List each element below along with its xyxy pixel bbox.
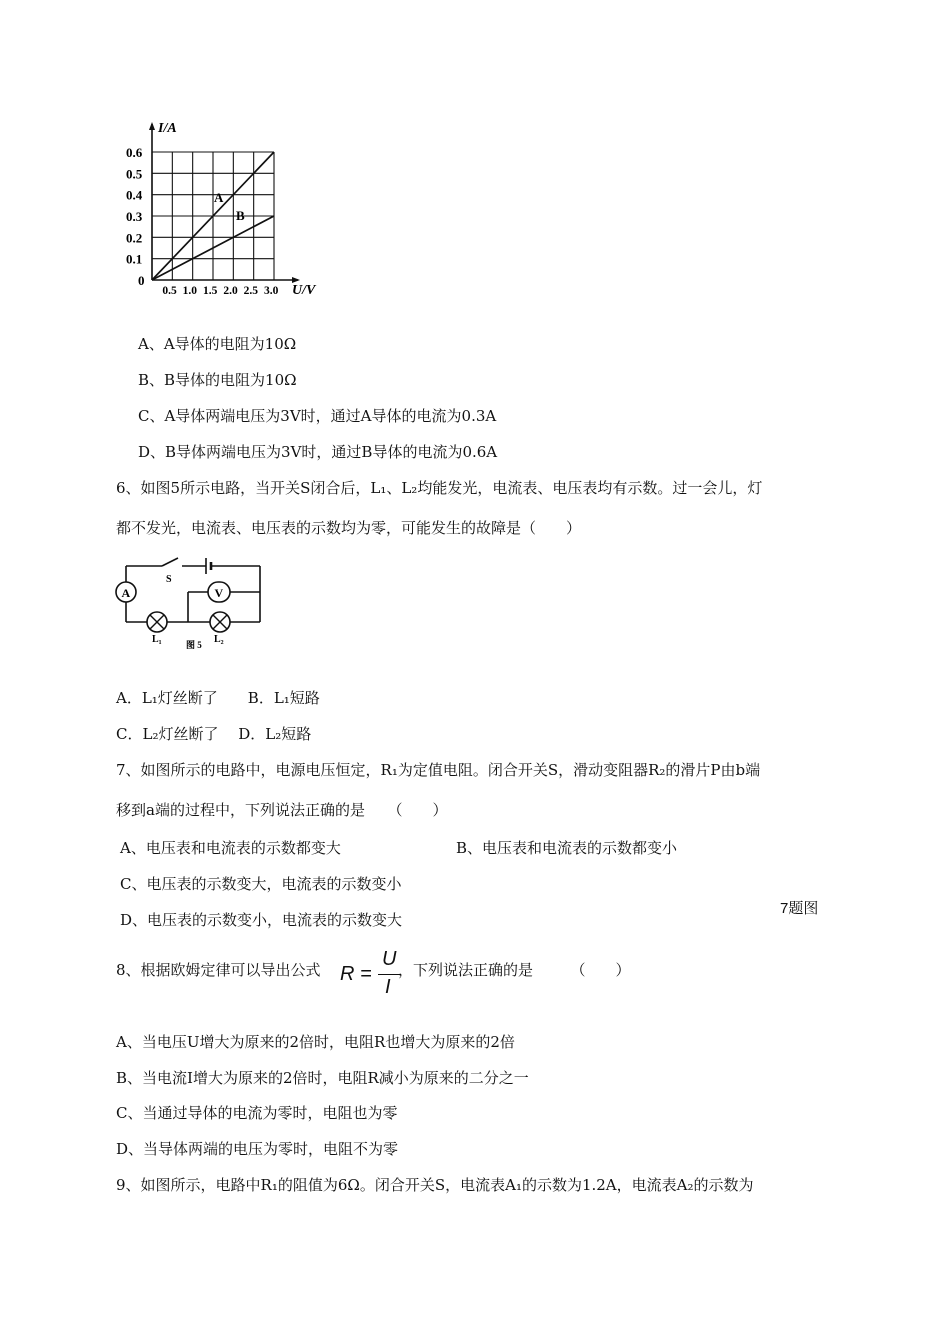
x-tick-label: 3.0: [264, 285, 279, 297]
line-b-label: B: [236, 208, 245, 223]
y-axis-label: I/A: [158, 121, 177, 136]
q7-text-line1: 7、如图所示的电路中，电源电压恒定，R₁为定值电阻。闭合开关S，滑动变阻器R₂的滑片P由b端: [116, 761, 761, 779]
q5-option-d: D、B导体两端电压为3V时，通过B导体的电流为0.6A: [138, 443, 498, 461]
lamp-l2-icon: [210, 612, 230, 632]
q8-prefix: 8、根据欧姆定律可以导出公式: [116, 961, 321, 979]
y-tick-label: 0.2: [126, 230, 143, 246]
q7-option-b: B、电压表和电流表的示数都变小: [456, 839, 678, 857]
y-tick-label: 0.5: [126, 166, 143, 182]
q5-option-a: A、A导体的电阻为10Ω: [138, 335, 297, 353]
q7-text-line2: 移到a端的过程中，下列说法正确的是 （ ）: [116, 801, 448, 819]
q7-option-d: D、电压表的示数变小，电流表的示数变大: [120, 911, 403, 929]
q6-options-row1: A．L₁灯丝断了 B．L₁短路: [116, 689, 320, 707]
q6-options-row2: C．L₂灯丝断了 D．L₂短路: [116, 725, 312, 743]
q8-option-a: A、当电压U增大为原来的2倍时，电阻R也增大为原来的2倍: [116, 1033, 515, 1051]
q8-option-c: C、当通过导体的电流为零时，电阻也为零: [116, 1104, 398, 1122]
graph-ticks: [126, 145, 279, 297]
formula-denominator: I: [385, 976, 391, 998]
y-axis-arrow-icon: [149, 122, 155, 130]
formula-lhs: R =: [340, 963, 372, 985]
q8-suffix: ，下列说法正确的是 （ ）: [398, 961, 631, 979]
q7-figure-tag: 7题图: [780, 900, 819, 917]
x-tick-label: 2.0: [223, 285, 238, 297]
formula-numerator: U: [382, 948, 397, 970]
x-tick-label: 1.0: [182, 285, 198, 297]
figure-caption: 图 5: [186, 640, 202, 650]
iu-graph: [120, 118, 330, 303]
q8-option-d: D、当导体两端的电压为零时，电阻不为零: [116, 1140, 399, 1158]
y-tick-label: 0.3: [126, 209, 143, 224]
q9-text-line1: 9、如图所示，电路中R₁的阻值为6Ω。闭合开关S，电流表A₁的示数为1.2A，电流表A₂的示数为: [116, 1176, 754, 1194]
ammeter-symbol: A: [121, 586, 131, 600]
circuit-figure-5: [112, 552, 267, 650]
lamp-l1-icon: [147, 612, 167, 632]
q6-text-line2: 都不发光，电流表、电压表的示数均为零，可能发生的故障是（ ）: [116, 519, 582, 537]
lamp1-label: L₁: [152, 634, 162, 645]
q5-option-b: B、B导体的电阻为10Ω: [138, 371, 297, 389]
q5-option-c: C、A导体两端电压为3V时，通过A导体的电流为0.3A: [138, 407, 497, 425]
q7-option-c: C、电压表的示数变大，电流表的示数变小: [120, 875, 402, 893]
x-tick-label: 1.5: [203, 285, 218, 297]
y-tick-label: 0.6: [126, 145, 143, 160]
x-tick-label: 0.5: [162, 285, 177, 297]
switch-label: S: [166, 574, 172, 585]
x-axis-label: U/V: [292, 283, 316, 298]
y-tick-label: 0.1: [126, 251, 143, 267]
y-tick-label: 0.4: [126, 187, 143, 203]
line-a-label: A: [214, 190, 224, 205]
q6-text-line1: 6、如图5所示电路，当开关S闭合后，L₁、L₂均能发光，电流表、电压表均有示数。过一会儿，灯: [116, 479, 763, 497]
voltmeter-symbol: V: [214, 586, 224, 600]
x-tick-label: 2.5: [243, 285, 259, 297]
q7-option-a: A、电压表和电流表的示数都变大: [120, 839, 341, 857]
fraction-bar: [378, 974, 400, 975]
lamp2-label: L₂: [214, 634, 224, 645]
q8-option-b: B、当电流I增大为原来的2倍时，电阻R减小为原来的二分之一: [116, 1069, 529, 1087]
y-tick-label: 0: [138, 273, 145, 288]
